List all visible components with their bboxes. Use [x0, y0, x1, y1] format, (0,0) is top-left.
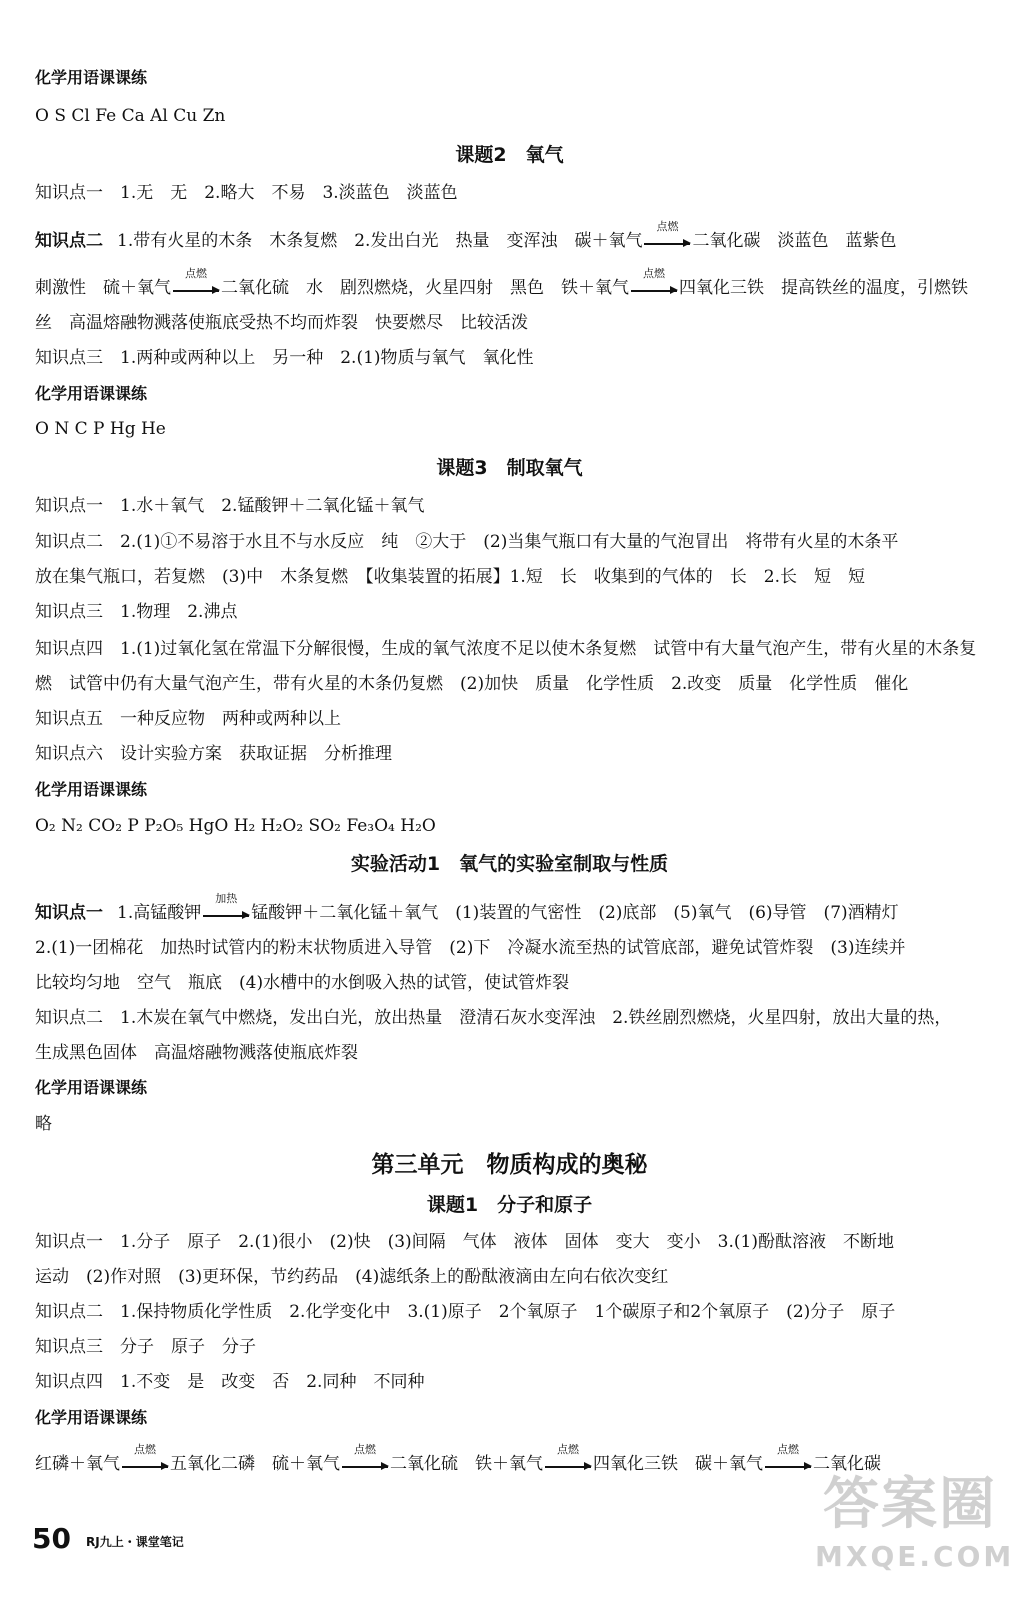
unit-title: 第三单元 物质构成的奥秘 — [371, 1152, 648, 1178]
knowledge-point-2-line-2 — [35, 267, 989, 299]
knowledge-point-2-line-2: 放在集气瓶口，若复燃 (3)中 木条复燃 【收集装置的拓展】1.短 长 收集到的气体的 长 2.长 短 短 — [35, 567, 866, 587]
answer-text: 四氧化三铁 碳＋氧气 — [593, 1454, 763, 1474]
lesson-title-molecules-atoms: 课题1 分子和原子 — [426, 1194, 593, 1216]
reaction-arrow — [173, 267, 219, 295]
knowledge-point-3: 知识点三 1.两种或两种以上 另一种 2.(1)物质与氧气 氧化性 — [35, 348, 534, 368]
knowledge-point-2-line-1 — [35, 220, 989, 252]
watermark-url: MXQE.COM — [815, 1540, 1015, 1573]
answer-text: 锰酸钾＋二氧化锰＋氧气 (1)装置的气密性 (2)底部 (5)氧气 (6)导管 (7)酒精灯 — [251, 903, 899, 923]
knowledge-point-2-line-3: 丝 高温熔融物溅落使瓶底受热不均而炸裂 快要燃尽 比较活泼 — [35, 313, 528, 333]
knowledge-point-1-line-2: 运动 (2)作对照 (3)更环保，节约药品 (4)滤纸条上的酚酞液滴由左向右依次变红 — [35, 1267, 669, 1287]
lab-activity-title: 实验活动1 氧气的实验室制取与性质 — [350, 853, 669, 875]
lesson-title-oxygen: 课题2 氧气 — [455, 144, 564, 166]
answer-text: 四氧化三铁 提高铁丝的温度，引燃铁 — [679, 278, 968, 298]
reaction-arrow — [631, 267, 677, 295]
knowledge-point-1-line-1 — [35, 892, 989, 924]
knowledge-point-1: 知识点一 1.水＋氧气 2.锰酸钾＋二氧化锰＋氧气 — [35, 496, 425, 516]
reaction-condition: 点燃 — [777, 1443, 799, 1456]
knowledge-point-6: 知识点六 设计实验方案 获取证据 分析推理 — [35, 744, 392, 764]
knowledge-point-4-line-2: 燃 试管中仍有大量气泡产生，带有火星的木条仍复燃 (2)加快 质量 化学性质 2.改变 质量 化学性质 催化 — [35, 674, 909, 694]
knowledge-point-1: 知识点一 1.无 无 2.略大 不易 3.淡蓝色 淡蓝色 — [35, 183, 458, 203]
answer-text: 二氧化碳 — [813, 1454, 881, 1474]
knowledge-point-2: 知识点二 1.保持物质化学性质 2.化学变化中 3.(1)原子 2个氧原子 1个碳原子和2个氧原子 (2)分子 原子 — [35, 1302, 896, 1322]
arrow-icon — [173, 290, 219, 292]
reaction-condition: 点燃 — [185, 267, 207, 280]
arrow-icon — [342, 1466, 388, 1468]
watermark-logo — [815, 1470, 1015, 1590]
knowledge-point-3: 知识点三 分子 原子 分子 — [35, 1337, 256, 1357]
arrow-icon — [122, 1466, 168, 1468]
knowledge-point-1-line-1: 知识点一 1.分子 原子 2.(1)很小 (2)快 (3)间隔 气体 液体 固体 变大 变小 3.(1)酚酞溶液 不断地 — [35, 1232, 894, 1252]
reaction-condition: 点燃 — [354, 1443, 376, 1456]
arrow-icon — [644, 243, 690, 245]
knowledge-point-3: 知识点三 1.物理 2.沸点 — [35, 602, 238, 622]
answer-text: 1.高锰酸钾 — [117, 903, 202, 923]
answer-text: 二氧化碳 淡蓝色 蓝紫色 — [692, 231, 897, 251]
answer-text: 五氧化二磷 硫＋氧气 — [170, 1454, 340, 1474]
answer-text: 二氧化硫 水 剧烈燃烧，火星四射 黑色 铁＋氧气 — [221, 278, 629, 298]
section-heading-chem-terms: 化学用语课课练 — [35, 384, 148, 403]
section-heading-chem-terms: 化学用语课课练 — [35, 1078, 148, 1097]
section-heading-chem-terms: 化学用语课课练 — [35, 1408, 148, 1427]
section-heading-chem-terms: 化学用语课课练 — [35, 780, 148, 799]
knowledge-point-1-line-3: 比较均匀地 空气 瓶底 (4)水槽中的水倒吸入热的试管，使试管炸裂 — [35, 973, 570, 993]
reaction-arrow — [765, 1443, 811, 1471]
knowledge-point-2-line-1: 知识点二 2.(1)①不易溶于水且不与水反应 纯 ②大于 (2)当集气瓶口有大量的气泡冒出 将带有火星的木条平 — [35, 532, 899, 552]
reaction-arrow — [644, 220, 690, 248]
arrow-icon — [765, 1466, 811, 1468]
reaction-condition: 加热 — [215, 892, 238, 905]
reaction-arrow — [203, 892, 249, 920]
reaction-arrow — [342, 1443, 388, 1471]
knowledge-point-2-line-2: 生成黑色固体 高温熔融物溅落使瓶底炸裂 — [35, 1043, 358, 1063]
reaction-condition: 点燃 — [557, 1443, 579, 1456]
arrow-icon — [545, 1466, 591, 1468]
knowledge-point-4: 知识点四 1.不变 是 改变 否 2.同种 不同种 — [35, 1372, 425, 1392]
knowledge-point-2-line-1: 知识点二 1.木炭在氧气中燃烧，发出白光，放出热量 澄清石灰水变浑浊 2.铁丝剧烈燃烧，火星四射，放出大量的热， — [35, 1008, 952, 1028]
series-label: RJ九上・课堂笔记 — [86, 1535, 184, 1549]
formula-line: O₂ N₂ CO₂ P P₂O₅ HgO H₂ H₂O₂ SO₂ Fe₃O₄ H₂O — [35, 816, 436, 836]
knowledge-point-label: 知识点一 — [35, 903, 103, 923]
omitted-note: 略 — [35, 1114, 52, 1134]
answer-text: 刺激性 硫＋氧气 — [35, 278, 171, 298]
element-symbols-line: O S Cl Fe Ca Al Cu Zn — [35, 106, 226, 126]
lesson-title-prepare-oxygen: 课题3 制取氧气 — [436, 457, 583, 479]
section-heading-chem-terms: 化学用语课课练 — [35, 68, 148, 87]
knowledge-point-label: 知识点二 — [35, 231, 103, 251]
knowledge-point-4-line-1: 知识点四 1.(1)过氧化氢在常温下分解很慢，生成的氧气浓度不足以使木条复燃 试管中有大量气泡产生，带有火星的木条复 — [35, 639, 977, 659]
answer-text: 二氧化硫 铁＋氧气 — [390, 1454, 543, 1474]
reaction-arrow — [122, 1443, 168, 1471]
watermark-text: 答案圈 — [823, 1472, 997, 1537]
arrow-icon — [203, 915, 249, 917]
page-number: 50 — [32, 1522, 71, 1555]
reaction-arrow — [545, 1443, 591, 1471]
answer-text: 1.带有火星的木条 木条复燃 2.发出白光 热量 变浑浊 碳＋氧气 — [117, 231, 643, 251]
reaction-condition: 点燃 — [134, 1443, 156, 1456]
reaction-condition: 点燃 — [643, 267, 665, 280]
knowledge-point-1-line-2: 2.(1)一团棉花 加热时试管内的粉末状物质进入导管 (2)下 冷凝水流至热的试管底部，避免试管炸裂 (3)连续并 — [35, 938, 906, 958]
knowledge-point-5: 知识点五 一种反应物 两种或两种以上 — [35, 709, 341, 729]
element-symbols-line: O N C P Hg He — [35, 419, 166, 439]
reaction-condition: 点燃 — [656, 220, 679, 233]
answer-text: 红磷＋氧气 — [35, 1454, 120, 1474]
arrow-icon — [631, 290, 677, 292]
